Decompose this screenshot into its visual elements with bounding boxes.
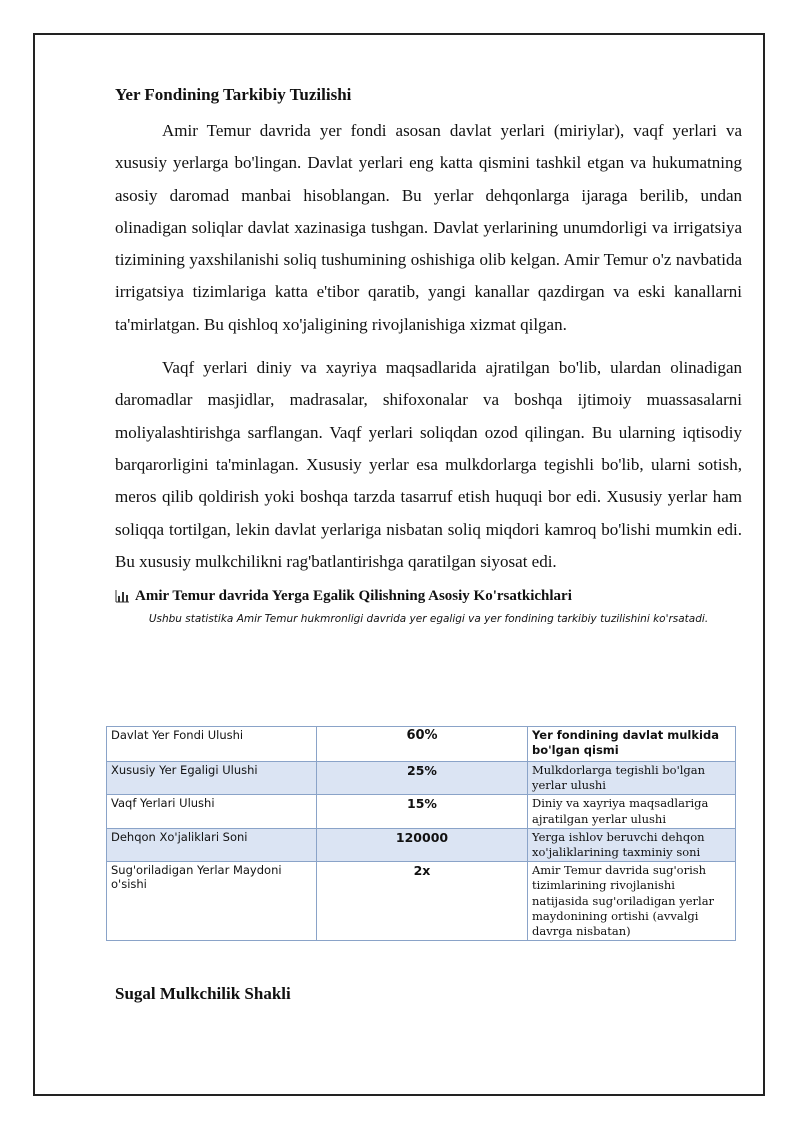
stats-subtitle: Ushbu statistika Amir Temur hukmronligi davrida yer egaligi va yer fondining tarkibiy tuzilishini ko'rsatadi. xyxy=(148,613,709,626)
row-value: 120000 xyxy=(317,828,528,861)
row-description: Mulkdorlarga tegishli bo'lgan yerlar ulushi xyxy=(528,762,736,795)
document-body xyxy=(115,85,742,625)
row-value: 15% xyxy=(317,795,528,828)
table-row xyxy=(107,762,736,795)
stats-table xyxy=(106,726,736,941)
paragraph-2: Vaqf yerlari diniy va xayriya maqsadlarida ajratilgan bo'lib, ulardan olinadigan daromadlar masjidlar, madrasalar, shifoxonalar va boshqa ijtimoiy muassasalarni moliyalashtirishga sarflangan. Vaqf yerlari soliqdan ozod qilingan. Bu ularning iqtisodiy barqarorligini ta'minlagan. Xususiy yerlar esa mulkdorlarga tegishli bo'lib, ularni sotish, meros qilib qoldirish yoki boshqa tarzda tasarruf etish huquqi bor edi. Xususiy yerlar ham soliqqa tortilgan, lekin davlat yerlariga nisbatan soliq miqdori kamroq bo'lishi mumkin edi. Bu xususiy mulkchilikni rag'batlantirishga qaratilgan siyosat edi. xyxy=(115,358,742,571)
row-label: Xususiy Yer Egaligi Ulushi xyxy=(107,762,317,795)
row-value: 2x xyxy=(317,862,528,941)
stats-title: Amir Temur davrida Yerga Egalik Qilishning Asosiy Ko'rsatkichlari xyxy=(135,588,572,605)
row-description: Yerga ishlov beruvchi dehqon xo'jaliklarining taxminiy soni xyxy=(528,828,736,861)
paragraph-1: Amir Temur davrida yer fondi asosan davlat yerlari (miriylar), vaqf yerlari va xususiy yerlarga bo'lingan. Davlat yerlari eng katta qismini tashkil etgan va hukumatning asosiy daromad manbai hisoblangan. Bu yerlar dehqonlarga ijaraga berilib, undan olinadigan soliqlar davlat xazinasiga tushgan. Davlat yerlarining unumdorligi va irrigatsiya tizimining yaxshilanishi soliq tushumining oshishiga olib kelgan. Amir Temur o'z navbatida irrigatsiya tizimlariga katta e'tibor qaratib, yangi kanallar qazdirgan va eski kanallarni ta'mirlatgan. Bu qishloq xo'jaligining rivojlanishiga xizmat qilgan. xyxy=(115,121,742,334)
row-description: Amir Temur davrida sug'orish tizimlarining rivojlanishi natijasida sug'oriladigan yerlar maydonining ortishi (avvalgi davrga nisbatan) xyxy=(528,862,736,941)
table-row xyxy=(107,727,736,762)
row-description: Diniy va xayriya maqsadlariga ajratilgan yerlar ulushi xyxy=(528,795,736,828)
row-label: Vaqf Yerlari Ulushi xyxy=(107,795,317,828)
row-label: Dehqon Xo'jaliklari Soni xyxy=(107,828,317,861)
row-label: Sug'oriladigan Yerlar Maydoni o'sishi xyxy=(107,862,317,941)
table-row xyxy=(107,828,736,861)
table-row xyxy=(107,795,736,828)
row-value: 60% xyxy=(317,727,528,762)
row-value: 25% xyxy=(317,762,528,795)
stats-heading xyxy=(115,588,742,605)
row-label: Davlat Yer Fondi Ulushi xyxy=(107,727,317,762)
row-description: Yer fondining davlat mulkida bo'lgan qismi xyxy=(528,727,736,762)
section-title: Yer Fondining Tarkibiy Tuzilishi xyxy=(115,85,352,104)
table-row xyxy=(107,862,736,941)
bar-chart-icon xyxy=(115,590,129,603)
next-section-title: Sugal Mulkchilik Shakli xyxy=(115,984,291,1003)
